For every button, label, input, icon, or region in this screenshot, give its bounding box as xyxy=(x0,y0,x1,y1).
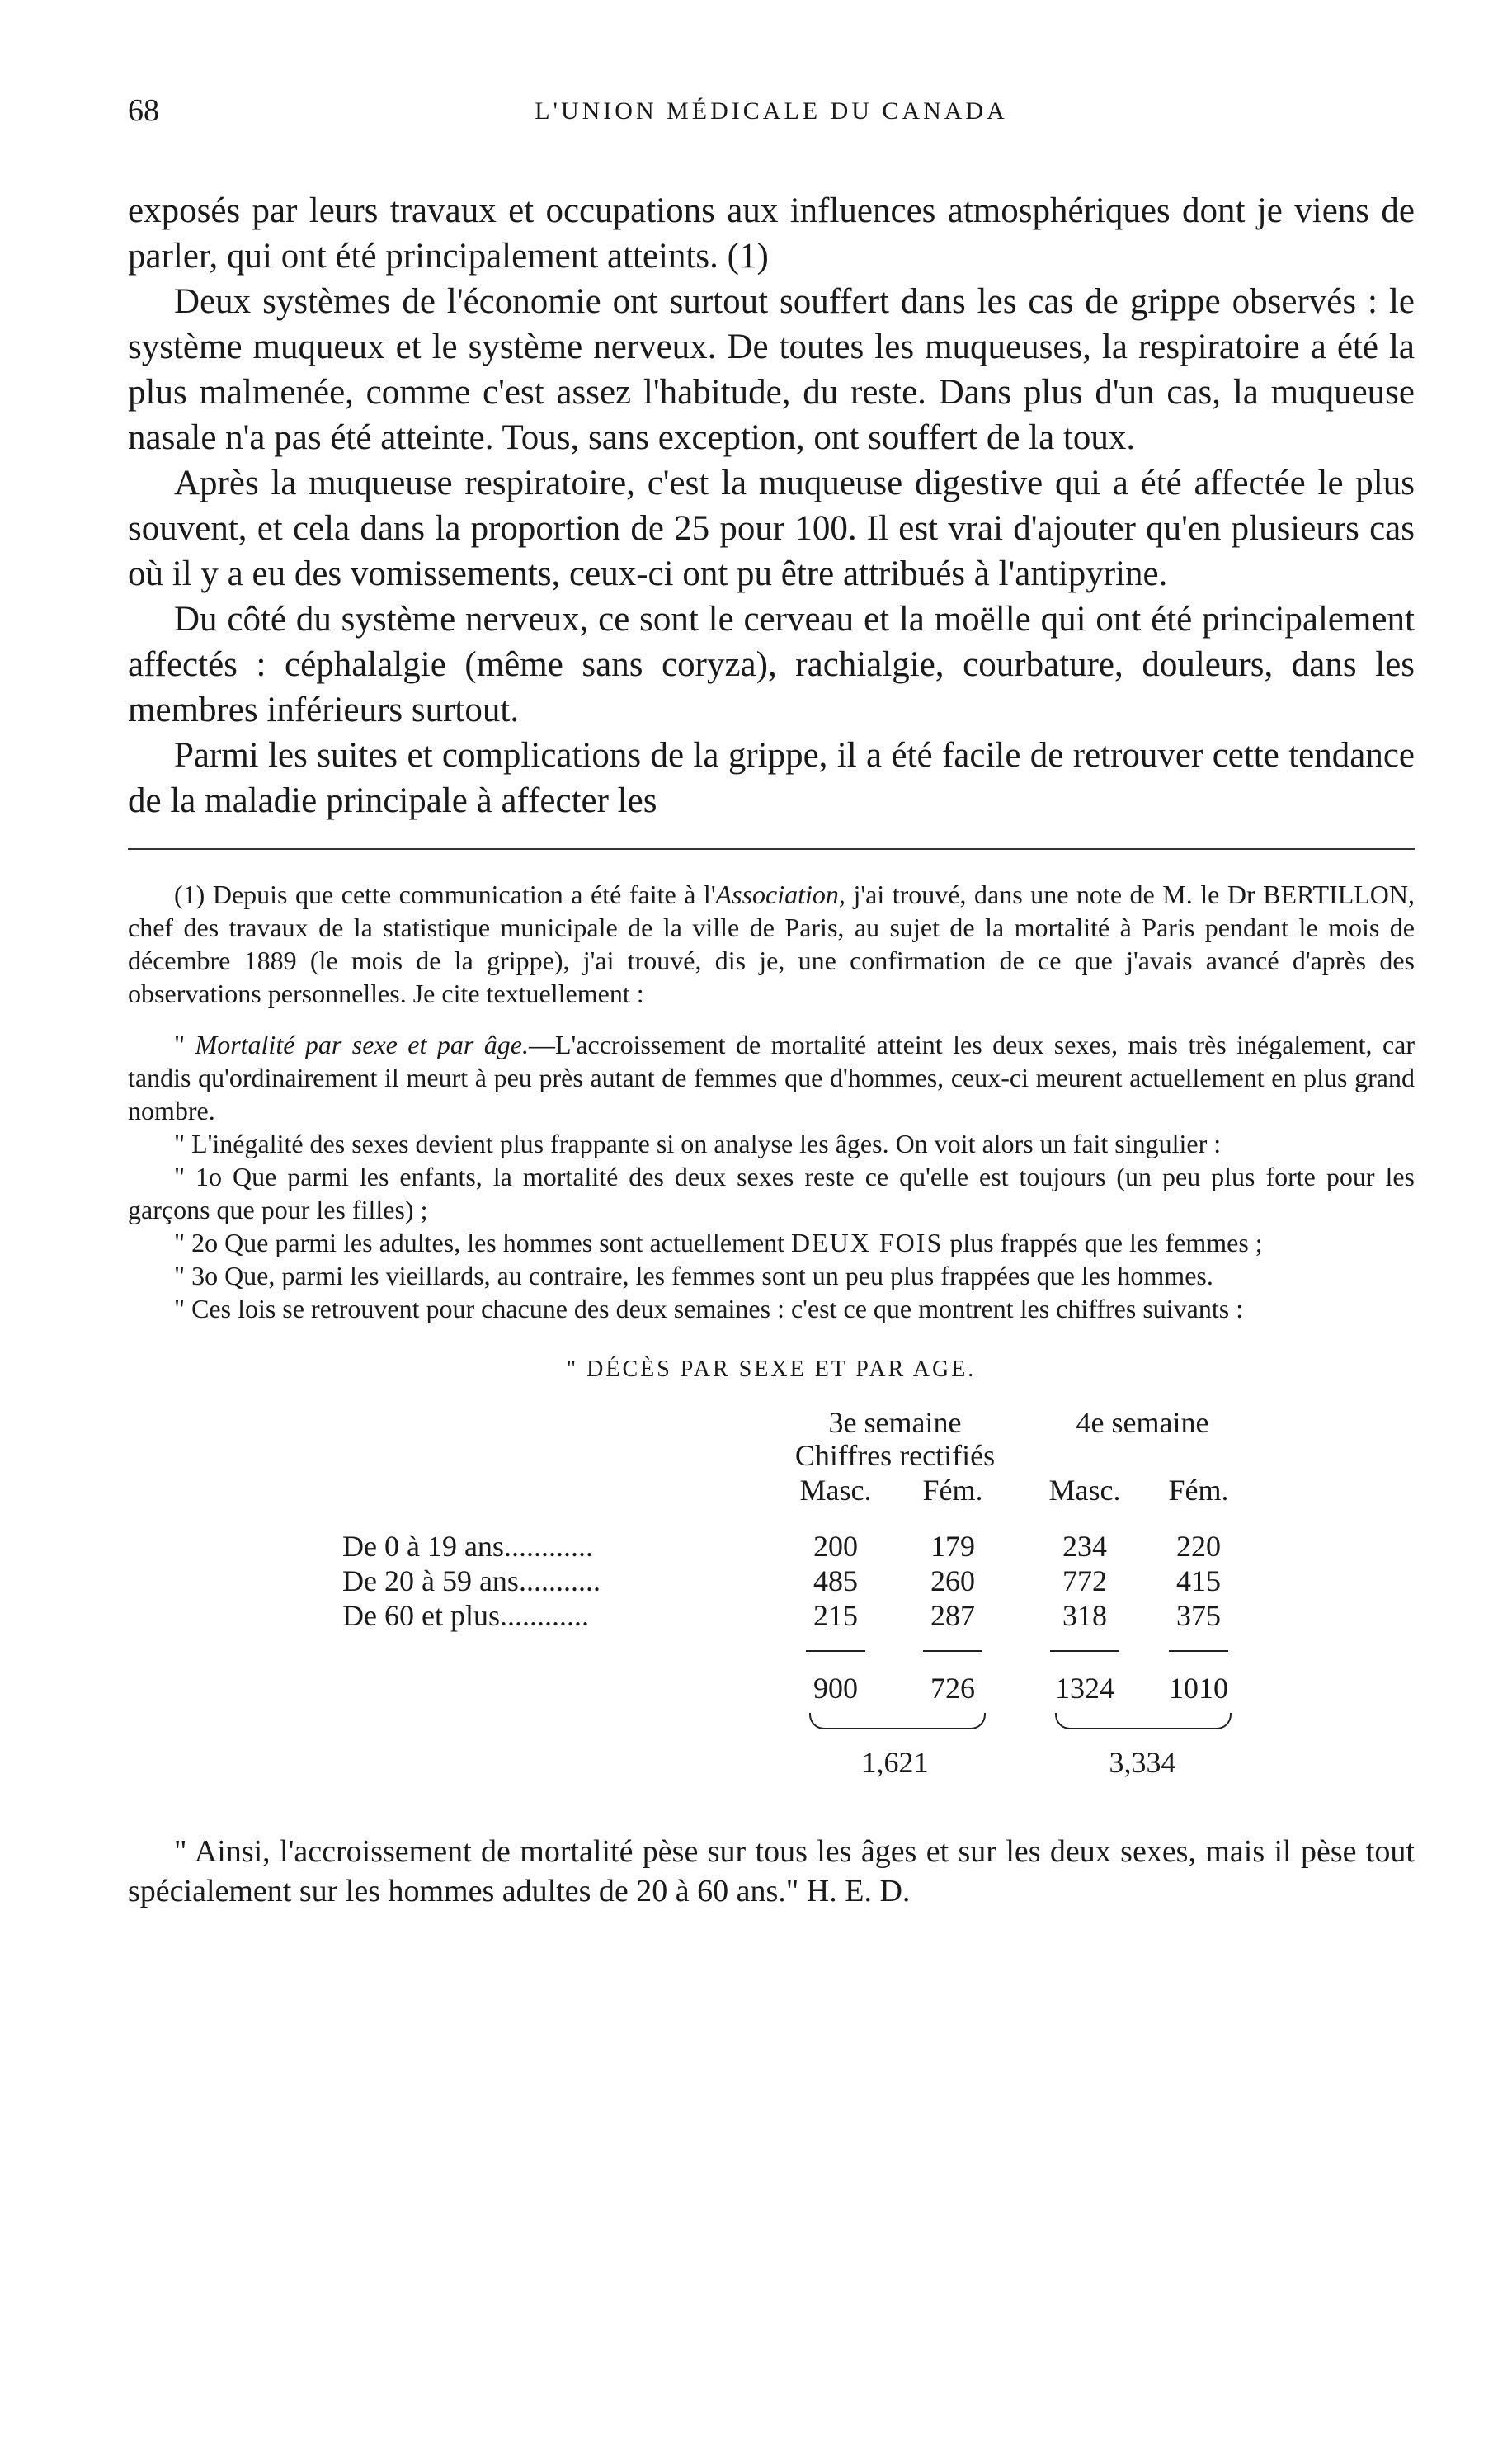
grand-total-cell: 3,334 xyxy=(1109,1746,1176,1779)
page xyxy=(128,92,1415,1911)
total-cell: 900 xyxy=(813,1672,858,1705)
sum-line xyxy=(1050,1650,1119,1652)
column-header-masc: Masc. xyxy=(1048,1474,1121,1507)
quote-small-caps: DEUX FOIS xyxy=(791,1228,944,1257)
table-cell: 375 xyxy=(1176,1599,1221,1632)
grand-total-cell: 1,621 xyxy=(861,1746,929,1779)
quote-text: plus frappés que les femmes ; xyxy=(949,1228,1263,1257)
quote-paragraph xyxy=(128,1028,1415,1127)
column-header-fem: Fém. xyxy=(922,1474,983,1507)
quote-text: —L'accroissement de mortalité atteint les deux sexes, mais très inégalement, car tandis qu'ordinairement il meurt à peu près autant de femmes que d'hommes, ceux-ci meurent actuellement en plus grand nombre. xyxy=(128,1030,1415,1125)
table-cell: 220 xyxy=(1176,1530,1221,1563)
total-cell: 1010 xyxy=(1169,1672,1228,1705)
quote-mark: " xyxy=(174,1030,195,1059)
total-cell: 1324 xyxy=(1055,1672,1114,1705)
closing-paragraph xyxy=(128,1832,1415,1911)
footnote-paragraph xyxy=(128,878,1415,1010)
brace xyxy=(1055,1713,1232,1729)
quote-paragraph xyxy=(128,1226,1415,1259)
table-cell: 234 xyxy=(1062,1530,1107,1563)
column-header-masc: Masc. xyxy=(799,1474,872,1507)
quote-paragraph: " Ces lois se retrouvent pour chacune des deux semaines : c'est ce que montrent les chiffres suivants : xyxy=(174,1294,1244,1323)
quote-paragraph: " 3o Que, parmi les vieillards, au contraire, les femmes sont un peu plus frappées que les hommes. xyxy=(174,1261,1213,1290)
paragraph: Parmi les suites et complications de la grippe, il a été facile de retrouver cette tendance de la maladie principale à affecter les xyxy=(128,736,1415,820)
column-header-fem: Fém. xyxy=(1168,1474,1229,1507)
table-cell: 415 xyxy=(1176,1564,1221,1597)
column-header-rectified: Chiffres rectifiés xyxy=(794,1439,996,1472)
paragraph: Deux systèmes de l'économie ont surtout souffert dans les cas de grippe observés : le système muqueux et le système nerveux. De toutes les muqueuses, la respiratoire a été la plus malmenée, comme c'est assez l'habitude, du reste. Dans plus d'un cas, la muqueuse nasale n'a pas été atteinte. Tous, sans exception, ont souffert de la toux. xyxy=(128,282,1415,457)
quote-paragraph: " 1o Que parmi les enfants, la mortalité des deux sexes reste ce qu'elle est toujours (un peu plus forte pour les garçons que pour les filles) ; xyxy=(128,1162,1415,1224)
footnote-divider xyxy=(128,848,1415,850)
brace xyxy=(809,1713,986,1729)
paragraph: Après la muqueuse respiratoire, c'est la muqueuse digestive qui a été affectée le plus souvent, et cela dans la proportion de 25 pour 100. Il est vrai d'ajouter qu'en plusieurs cas où il y a eu des vomissements, ceux-ci ont pu être attribués à l'antipyrine. xyxy=(128,464,1415,593)
table-cell: 200 xyxy=(813,1530,858,1563)
row-label: De 0 à 19 ans............ xyxy=(342,1530,593,1563)
paragraph: exposés par leurs travaux et occupations aux influences atmosphériques dont je viens de parler, qui ont été principalement atteints. (1) xyxy=(128,191,1415,276)
sum-line xyxy=(806,1650,865,1652)
footnote-italic: Association, xyxy=(715,880,845,909)
quote-italic: Mortalité par sexe et par âge. xyxy=(195,1030,529,1059)
row-label: De 60 et plus............ xyxy=(342,1599,589,1632)
column-header-week3: 3e semaine xyxy=(828,1406,962,1439)
page-header xyxy=(128,92,1415,142)
row-label: De 20 à 59 ans........... xyxy=(342,1564,601,1597)
table-cell: 287 xyxy=(930,1599,975,1632)
table-cell: 485 xyxy=(813,1564,858,1597)
footnote-marker: (1) xyxy=(174,880,205,909)
quote-paragraph: " L'inégalité des sexes devient plus frappante si on analyse les âges. On voit alors un fait singulier : xyxy=(174,1129,1222,1158)
sum-line xyxy=(923,1650,982,1652)
table-cell: 179 xyxy=(930,1530,975,1563)
table-cell: 772 xyxy=(1062,1564,1107,1597)
table-title: " DÉCÈS PAR SEXE ET PAR AGE. xyxy=(566,1356,977,1382)
footnote-text: Depuis que cette communication a été faite à l' xyxy=(212,880,716,909)
sum-line xyxy=(1169,1650,1228,1652)
footnote-text: j'ai trouvé, dans une note de M. le Dr BERTILLON, chef des travaux de la statistique municipale de la ville de Paris, au sujet de la mortalité à Paris pendant le mois de décembre 1889 (le mois de la grippe), j'ai trouvé, dis je, une confirmation de ce que j'avais avancé d'après des observations personnelles. Je cite textuellement : xyxy=(128,880,1415,1008)
table-cell: 215 xyxy=(813,1599,858,1632)
closing-text: " Ainsi, l'accroissement de mortalité pèse sur tous les âges et sur les deux sexes, mais il pèse tout spécialement sur les hommes adultes de 20 à 60 ans." H. E. D. xyxy=(128,1834,1415,1908)
running-head: L'UNION MÉDICALE DU CANADA xyxy=(535,97,1008,125)
page-number: 68 xyxy=(128,93,159,128)
total-cell: 726 xyxy=(930,1672,975,1705)
quote-text: " 2o Que parmi les adultes, les hommes sont actuellement xyxy=(174,1228,784,1257)
mortality-table xyxy=(128,1406,1415,1827)
footnote xyxy=(128,878,1415,1827)
column-header-week4: 4e semaine xyxy=(1076,1406,1209,1439)
body-text xyxy=(128,188,1415,823)
table-cell: 260 xyxy=(930,1564,975,1597)
table-cell: 318 xyxy=(1062,1599,1107,1632)
paragraph: Du côté du système nerveux, ce sont le cerveau et la moëlle qui ont été principalement affectés : céphalalgie (même sans coryza), rachialgie, courbature, douleurs, dans les membres inférieurs surtout. xyxy=(128,600,1415,729)
